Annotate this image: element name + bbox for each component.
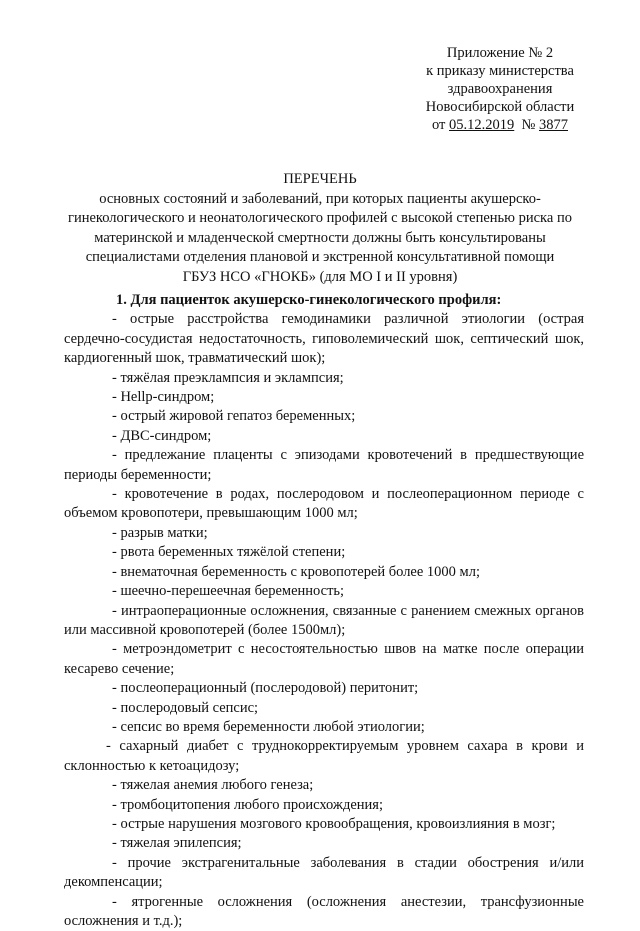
- list-item: - послеродовый сепсис;: [112, 699, 259, 716]
- list-item: - тяжелая анемия любого генеза;: [112, 777, 314, 794]
- list-item: - сепсис во время беременности любой этиологии;: [112, 718, 425, 735]
- annex-line-2: к приказу министерства: [426, 63, 574, 79]
- heading-line: специалистами отделения плановой и экстренной консультативной помощи: [85, 249, 555, 265]
- annex-line-1: Приложение № 2: [446, 45, 554, 61]
- order-date: 05.12.2019: [449, 117, 515, 133]
- list-item: - метроэндометрит с несостоятельностью швов на матке после операции кесарево сечение;: [64, 641, 584, 677]
- list-item: - кровотечение в родах, послеродовом и послеоперационном периоде с объемом кровопотери, превышающим 1000 мл;: [64, 486, 584, 522]
- list-item: - послеоперационный (послеродовой) перитонит;: [112, 680, 419, 697]
- number-prefix: №: [521, 117, 536, 133]
- heading-line: основных состояний и заболеваний, при которых пациенты акушерско-: [99, 190, 541, 207]
- list-item: - тяжёлая преэклампсия и эклампсия;: [112, 369, 344, 386]
- list-item: - рвота беременных тяжёлой степени;: [112, 544, 346, 561]
- list-item: - внематочная беременность с кровопотерей более 1000 мл;: [112, 563, 480, 580]
- list-item: - острые расстройства гемодинамики различной этиологии (острая сердечно-сосудистая недостаточность, гиповолемический шок, септический шок, кардиогенный шок, травматический шок);: [64, 311, 584, 367]
- list-item: - прочие экстрагенитальные заболевания в стадии обострения и/или декомпенсации;: [64, 854, 584, 891]
- annex-date-line: [380, 116, 620, 134]
- list-item: - интраоперационные осложнения, связанные с ранением смежных органов или массивной кровопотерей (более 1500мл);: [64, 602, 584, 638]
- document-title: ПЕРЕЧЕНЬ: [283, 171, 357, 187]
- document-heading: [60, 170, 580, 287]
- list-item: - Hellp-синдром;: [112, 389, 215, 406]
- annex-block: [380, 44, 620, 134]
- annex-line-4: Новосибирской области: [425, 99, 575, 115]
- list-item: - шеечно-перешеечная беременность;: [112, 583, 345, 600]
- heading-line: гинекологического и неонатологического профилей с высокой степенью риска по: [68, 210, 572, 226]
- list-item: - предлежание плаценты с эпизодами кровотечений в предшествующие периоды беременности;: [64, 447, 584, 483]
- list-item: - тяжелая эпилепсия;: [112, 835, 242, 852]
- date-prefix: от: [432, 117, 446, 133]
- heading-line: ГБУЗ НСО «ГНОКБ» (для МО I и II уровня): [182, 268, 458, 285]
- annex-line-3: здравоохранения: [447, 81, 553, 97]
- order-number: 3877: [539, 117, 568, 133]
- list-item: - острые нарушения мозгового кровообращения, кровоизлияния в мозг;: [112, 815, 556, 832]
- list-item: - тромбоцитопения любого происхождения;: [112, 796, 383, 813]
- list-item: - разрыв матки;: [112, 524, 208, 541]
- list-item: - сахарный диабет с труднокорректируемым уровнем сахара в крови и склонностью к кетоацидозу;: [64, 738, 584, 774]
- section-title: 1. Для пациенток акушерско-гинекологического профиля:: [116, 292, 502, 308]
- heading-line: материнской и младенческой смертности должны быть консультированы: [94, 229, 546, 246]
- document-body: [64, 291, 584, 931]
- list-item: - острый жировой гепатоз беременных;: [112, 408, 356, 425]
- list-item: - ДВС-синдром;: [112, 427, 212, 444]
- list-item: - ятрогенные осложнения (осложнения анестезии, трансфузионные осложнения и т.д.);: [64, 893, 584, 929]
